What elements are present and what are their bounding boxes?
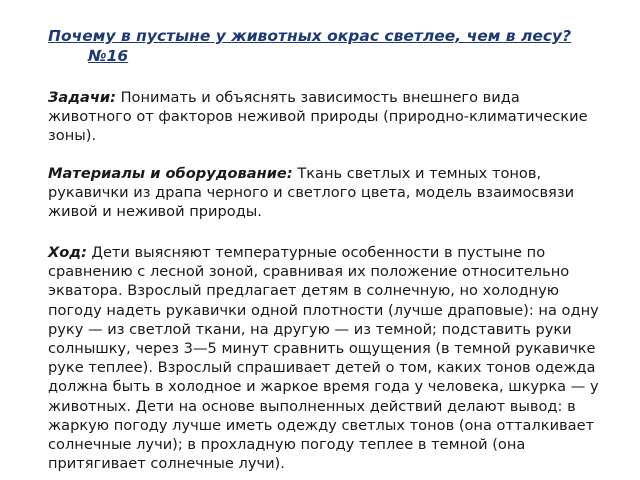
title-text: Почему в пустыне у животных окрас светлее, чем в лесу? [48, 27, 572, 45]
materials-paragraph [48, 164, 608, 222]
tasks-text: Понимать и объяснять зависимость внешнего вида животного от факторов неживой природы (природно-климатические зоны). [48, 89, 588, 145]
title-number: №16 [88, 47, 129, 65]
page-title [48, 26, 608, 66]
course-text: Дети выясняют температурные особенности в пустыне по сравнению с лесной зоной, сравнивая их положение относительно экватора. Взрослый предлагает детям в солнечную, но холодную погоду надеть рукавички одной плотности (лучше драповые): на одну руку — из светлой ткани, на другую — из темной; подставить руки солнышку, через 3—5 минут сравнить ощущения (в темной рукавичке руке теплее). Взрослый спрашивает детей о том, каких тонов одежда должна быть в холодное и жаркое время года у человека, шкурка — у животных. Дети на основе выполненных действий делают вывод: в жаркую погоду лучше иметь одежду светлых тонов (она отталкивает солнечные лучи); в прохладную погоду теплее в темной (она притягивает солнечные лучи). [48, 244, 599, 473]
tasks-label: Задачи: [48, 89, 116, 106]
materials-label: Материалы и оборудование: [48, 165, 293, 182]
materials-text: Ткань светлых и темных тонов, рукавички из драпа черного и светлого цвета, модель взаимосвязи живой и неживой природы. [48, 165, 575, 221]
tasks-paragraph [48, 88, 608, 146]
course-label: Ход: [48, 244, 87, 261]
course-paragraph [48, 243, 614, 473]
